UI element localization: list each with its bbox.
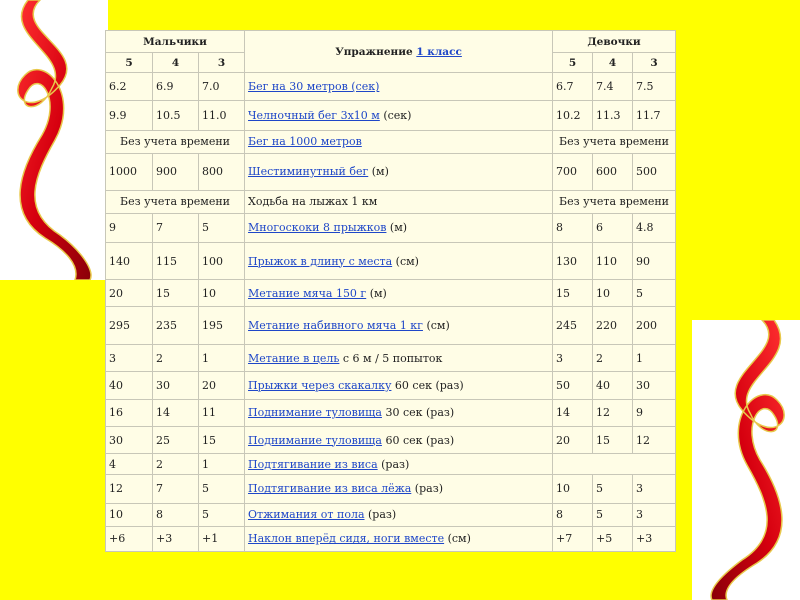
boys-value-cell: 15 — [153, 279, 199, 306]
girls-header: Девочки — [553, 31, 676, 53]
boys-value-cell: +3 — [153, 526, 199, 551]
girls-value-cell: 8 — [553, 213, 593, 242]
girls-grade-3: 3 — [633, 53, 676, 73]
girls-value-cell: 110 — [593, 243, 633, 280]
girls-value-cell: 6 — [593, 213, 633, 242]
girls-value-cell: 50 — [553, 372, 593, 399]
table-row — [106, 279, 676, 306]
exercise-cell — [245, 213, 553, 242]
table-row — [106, 153, 676, 190]
girls-value-cell: 3 — [553, 345, 593, 372]
boys-value-cell: 9 — [106, 213, 153, 242]
exercise-cell — [245, 526, 553, 551]
boys-value-cell: 25 — [153, 426, 199, 453]
exercise-unit: с 6 м / 5 попыток — [339, 351, 443, 365]
boys-value-cell: 235 — [153, 307, 199, 345]
girls-value-cell: 10 — [593, 279, 633, 306]
girls-value-cell: 5 — [593, 475, 633, 503]
exercise-cell — [245, 475, 553, 503]
girls-value-cell: 7.5 — [633, 73, 676, 101]
boys-value-cell: 10 — [106, 503, 153, 526]
girls-value-cell: 500 — [633, 153, 676, 190]
exercise-link[interactable]: Поднимание туловища — [248, 406, 382, 420]
exercise-cell — [245, 426, 553, 453]
exercise-cell — [245, 503, 553, 526]
girls-value-cell: 7.4 — [593, 73, 633, 101]
girls-value-cell: 5 — [633, 279, 676, 306]
girls-value-cell: 9 — [633, 399, 676, 426]
boys-value-cell: 20 — [199, 372, 245, 399]
exercise-unit: (раз) — [364, 508, 397, 522]
boys-value-cell: 3 — [106, 345, 153, 372]
girls-value-cell: 1 — [633, 345, 676, 372]
exercise-link[interactable]: Шестиминутный бег — [248, 165, 369, 179]
table-row — [106, 130, 676, 153]
exercise-link[interactable]: Метание набивного мяча 1 кг — [248, 319, 423, 333]
boys-value-cell: +1 — [199, 526, 245, 551]
exercise-link[interactable]: Прыжок в длину с места — [248, 254, 393, 268]
girls-value-cell: 600 — [593, 153, 633, 190]
table-row — [106, 101, 676, 130]
girls-value-cell: 6.7 — [553, 73, 593, 101]
exercise-cell — [245, 307, 553, 345]
exercise-unit: (м) — [386, 221, 408, 235]
table-row — [106, 243, 676, 280]
girls-value-cell: 200 — [633, 307, 676, 345]
boys-grade-3: 3 — [199, 53, 245, 73]
boys-value-cell: 8 — [153, 503, 199, 526]
red-ribbon-decoration-left — [0, 0, 108, 280]
girls-value-cell: 12 — [633, 426, 676, 453]
exercise-link[interactable]: Поднимание туловища — [248, 433, 382, 447]
exercise-cell — [245, 372, 553, 399]
exercise-link[interactable]: Подтягивание из виса — [248, 457, 378, 471]
table-row — [106, 213, 676, 242]
table-row — [106, 372, 676, 399]
boys-value-cell: 16 — [106, 399, 153, 426]
boys-value-cell: 2 — [153, 345, 199, 372]
boys-value-cell: 4 — [106, 454, 153, 475]
boys-header: Мальчики — [106, 31, 245, 53]
boys-value-cell: 5 — [199, 475, 245, 503]
table-row — [106, 454, 676, 475]
exercise-unit: (см) — [444, 532, 471, 546]
boys-value-cell: 14 — [153, 399, 199, 426]
girls-value-cell: +3 — [633, 526, 676, 551]
boys-no-time-cell: Без учета времени — [106, 130, 245, 153]
girls-grade-4: 4 — [593, 53, 633, 73]
exercise-header — [245, 31, 553, 73]
table-row — [106, 426, 676, 453]
girls-value-cell: 4.8 — [633, 213, 676, 242]
boys-value-cell: 6.2 — [106, 73, 153, 101]
boys-value-cell: 1 — [199, 454, 245, 475]
table-row — [106, 399, 676, 426]
boys-value-cell: 2 — [153, 454, 199, 475]
boys-value-cell: 7 — [153, 213, 199, 242]
exercise-link[interactable]: Многоскоки 8 прыжков — [248, 221, 387, 235]
girls-value-cell: 220 — [593, 307, 633, 345]
exercise-link[interactable]: Подтягивание из виса лёжа — [248, 482, 412, 496]
girls-value-cell: 15 — [593, 426, 633, 453]
boys-value-cell: 295 — [106, 307, 153, 345]
exercise-unit: Ходьба на лыжах 1 км — [248, 195, 378, 209]
table-row — [106, 526, 676, 551]
girls-empty-cell — [553, 454, 676, 475]
grade-link[interactable]: 1 класс — [416, 45, 462, 58]
exercise-unit: (сек) — [379, 109, 412, 123]
boys-value-cell: 40 — [106, 372, 153, 399]
boys-value-cell: 15 — [199, 426, 245, 453]
table-row — [106, 190, 676, 213]
exercise-cell — [245, 243, 553, 280]
girls-value-cell: 14 — [553, 399, 593, 426]
exercise-link[interactable]: Прыжки через скакалку — [248, 378, 392, 392]
boys-value-cell: 900 — [153, 153, 199, 190]
exercise-unit: (см) — [422, 319, 450, 333]
red-ribbon-decoration-right — [692, 320, 800, 600]
exercise-unit: (раз) — [377, 457, 410, 471]
girls-value-cell: 10 — [553, 475, 593, 503]
boys-value-cell: +6 — [106, 526, 153, 551]
exercise-cell — [245, 454, 553, 475]
exercise-unit: 60 сек (раз) — [391, 378, 464, 392]
boys-value-cell: 100 — [199, 243, 245, 280]
ribbon-icon — [692, 320, 800, 600]
boys-value-cell: 5 — [199, 503, 245, 526]
girls-value-cell: 11.7 — [633, 101, 676, 130]
girls-value-cell: 11.3 — [593, 101, 633, 130]
exercise-cell — [245, 130, 553, 153]
girls-no-time-cell: Без учета времени — [553, 190, 676, 213]
girls-value-cell: 5 — [593, 503, 633, 526]
girls-value-cell: +7 — [553, 526, 593, 551]
exercise-link[interactable]: Бег на 1000 метров — [248, 135, 362, 149]
girls-value-cell: 3 — [633, 503, 676, 526]
exercise-unit: 60 сек (раз) — [381, 433, 455, 447]
exercise-cell — [245, 345, 553, 372]
exercise-link[interactable]: Метание мяча 150 г — [248, 286, 367, 300]
exercise-cell — [245, 153, 553, 190]
table-row — [106, 345, 676, 372]
girls-value-cell: 8 — [553, 503, 593, 526]
boys-value-cell: 140 — [106, 243, 153, 280]
norms-table — [105, 30, 676, 552]
boys-value-cell: 11.0 — [199, 101, 245, 130]
boys-value-cell: 7 — [153, 475, 199, 503]
girls-value-cell: 700 — [553, 153, 593, 190]
exercise-unit: (м) — [366, 286, 387, 300]
girls-value-cell: 30 — [633, 372, 676, 399]
boys-value-cell: 30 — [106, 426, 153, 453]
boys-value-cell: 11 — [199, 399, 245, 426]
exercise-cell — [245, 73, 553, 101]
exercise-link[interactable]: Отжимания от пола — [248, 508, 365, 522]
exercise-link[interactable]: Метание в цель — [248, 351, 340, 365]
boys-value-cell: 1000 — [106, 153, 153, 190]
exercise-unit: (см) — [392, 254, 419, 268]
table-row — [106, 307, 676, 345]
exercise-cell — [245, 190, 553, 213]
boys-value-cell: 115 — [153, 243, 199, 280]
boys-value-cell: 12 — [106, 475, 153, 503]
exercise-cell — [245, 101, 553, 130]
boys-value-cell: 1 — [199, 345, 245, 372]
boys-grade-4: 4 — [153, 53, 199, 73]
exercise-cell — [245, 279, 553, 306]
boys-value-cell: 20 — [106, 279, 153, 306]
boys-value-cell: 6.9 — [153, 73, 199, 101]
boys-value-cell: 30 — [153, 372, 199, 399]
boys-value-cell: 195 — [199, 307, 245, 345]
girls-value-cell: 90 — [633, 243, 676, 280]
exercise-link[interactable]: Наклон вперёд сидя, ноги вместе — [248, 532, 445, 546]
boys-grade-5: 5 — [106, 53, 153, 73]
boys-value-cell: 10.5 — [153, 101, 199, 130]
girls-grade-5: 5 — [553, 53, 593, 73]
girls-value-cell: +5 — [593, 526, 633, 551]
boys-value-cell: 800 — [199, 153, 245, 190]
girls-value-cell: 10.2 — [553, 101, 593, 130]
girls-value-cell: 3 — [633, 475, 676, 503]
table-row — [106, 503, 676, 526]
ribbon-icon — [0, 0, 108, 280]
girls-value-cell: 40 — [593, 372, 633, 399]
boys-value-cell: 5 — [199, 213, 245, 242]
girls-value-cell: 130 — [553, 243, 593, 280]
girls-value-cell: 15 — [553, 279, 593, 306]
exercise-header-label: Упражнение — [335, 45, 413, 58]
boys-value-cell: 7.0 — [199, 73, 245, 101]
exercise-unit: (раз) — [411, 482, 443, 496]
girls-value-cell: 12 — [593, 399, 633, 426]
girls-value-cell: 20 — [553, 426, 593, 453]
table-row — [106, 475, 676, 503]
girls-no-time-cell: Без учета времени — [553, 130, 676, 153]
boys-value-cell: 9.9 — [106, 101, 153, 130]
exercise-cell — [245, 399, 553, 426]
exercise-unit: 30 сек (раз) — [381, 406, 455, 420]
exercise-link[interactable]: Бег на 30 метров (сек) — [248, 80, 380, 94]
table-row — [106, 73, 676, 101]
exercise-unit: (м) — [368, 165, 389, 179]
girls-value-cell: 245 — [553, 307, 593, 345]
exercise-link[interactable]: Челночный бег 3х10 м — [248, 109, 380, 123]
girls-value-cell: 2 — [593, 345, 633, 372]
boys-value-cell: 10 — [199, 279, 245, 306]
boys-no-time-cell: Без учета времени — [106, 190, 245, 213]
